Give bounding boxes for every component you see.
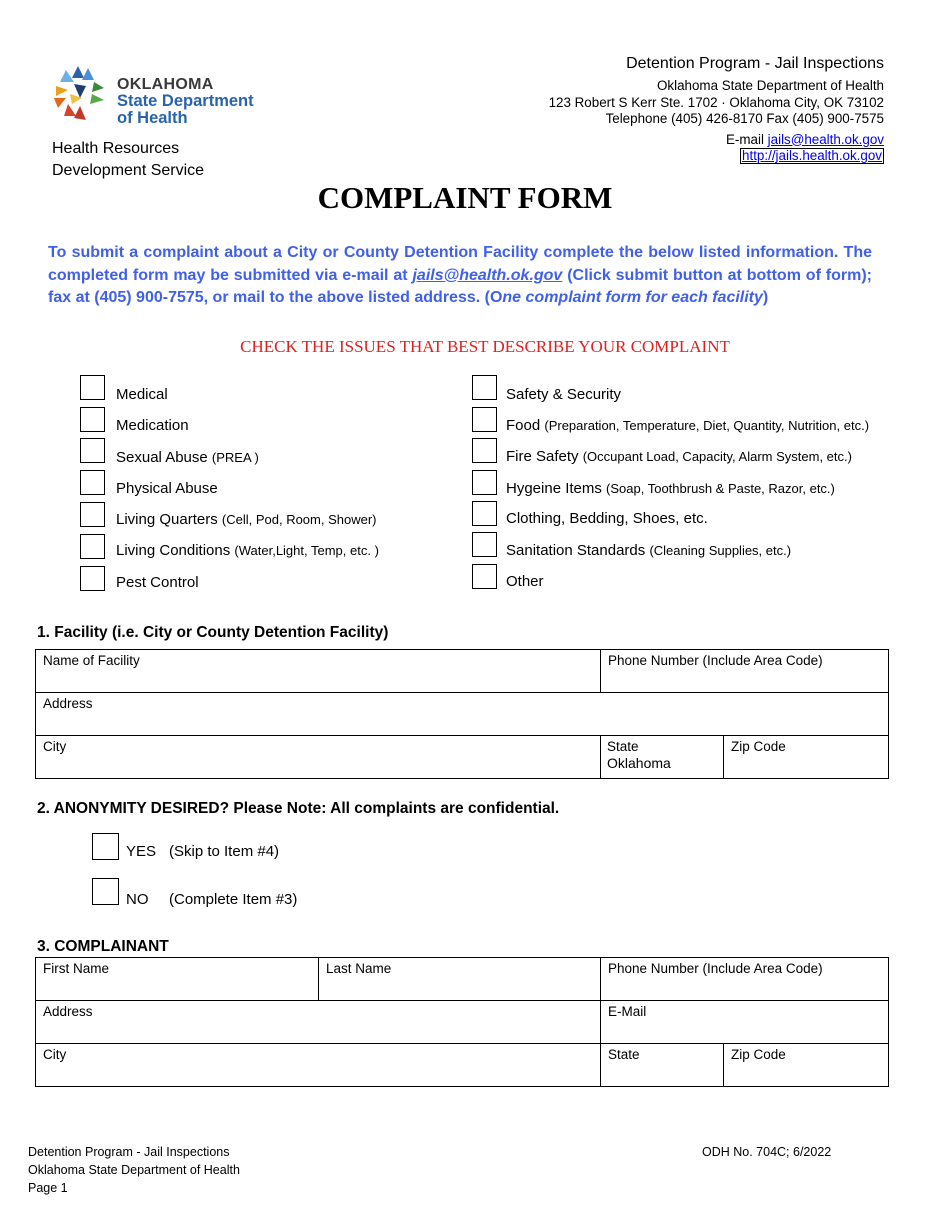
logo-line-3: of Health xyxy=(117,109,188,127)
facility-state-value: Oklahoma xyxy=(607,755,671,771)
label-pest-control: Pest Control xyxy=(116,574,199,591)
complainant-email-field[interactable] xyxy=(601,1001,889,1044)
checkbox-fire-safety[interactable] xyxy=(472,438,497,463)
service-line-1: Health Resources xyxy=(52,140,180,157)
complainant-phone-field[interactable] xyxy=(601,958,889,1001)
email-row xyxy=(549,132,884,149)
last-name-label: Last Name xyxy=(326,961,392,976)
facility-city-field[interactable] xyxy=(36,736,601,779)
intro-text-2: (Click submit button at bottom of form); fax at (405) 900-7575, or mail to the above listed address. (O xyxy=(48,266,873,306)
checkbox-safety-security[interactable] xyxy=(472,375,497,400)
label-fire-safety: Fire Safety (Occupant Load, Capacity, Alarm System, etc.) xyxy=(506,448,852,465)
label-medication: Medication xyxy=(116,417,189,434)
checkbox-other[interactable] xyxy=(472,564,497,589)
facility-address-field[interactable] xyxy=(36,693,889,736)
facility-phone-label: Phone Number (Include Area Code) xyxy=(608,653,823,668)
checkbox-anonymity-no[interactable] xyxy=(92,878,119,905)
label-living-quarters: Living Quarters (Cell, Pod, Room, Shower) xyxy=(116,511,377,528)
complainant-zip-label: Zip Code xyxy=(731,1047,786,1062)
complainant-address-label: Address xyxy=(43,1004,93,1019)
agency-phone: Telephone (405) 426-8170 Fax (405) 900-7575 xyxy=(605,111,884,126)
logo-line-1: OKLAHOMA xyxy=(117,76,214,93)
label-hygeine-items: Hygeine Items (Soap, Toothbrush & Paste, Razor, etc.) xyxy=(506,480,835,497)
label-other: Other xyxy=(506,573,544,590)
checkbox-anonymity-yes[interactable] xyxy=(92,833,119,860)
checkbox-physical-abuse[interactable] xyxy=(80,470,105,495)
form-number: ODH No. 704C; 6/2022 xyxy=(702,1145,832,1159)
facility-zip-label: Zip Code xyxy=(731,739,786,754)
label-clothing: Clothing, Bedding, Shoes, etc. xyxy=(506,510,708,527)
last-name-field[interactable] xyxy=(319,958,601,1001)
label-physical-abuse: Physical Abuse xyxy=(116,480,218,497)
checkbox-sexual-abuse[interactable] xyxy=(80,438,105,463)
label-safety-security: Safety & Security xyxy=(506,386,622,403)
check-heading: CHECK THE ISSUES THAT BEST DESCRIBE YOUR COMPLAINT xyxy=(240,337,730,356)
complainant-phone-label: Phone Number (Include Area Code) xyxy=(608,961,823,976)
checkbox-hygeine-items[interactable] xyxy=(472,470,497,495)
complainant-state-label: State xyxy=(608,1047,640,1062)
instructions xyxy=(48,242,872,310)
facility-city-label: City xyxy=(43,739,67,754)
first-name-label: First Name xyxy=(43,961,110,976)
first-name-field[interactable] xyxy=(36,958,319,1001)
checkbox-sanitation[interactable] xyxy=(472,532,497,557)
intro-email-link[interactable]: jails@health.ok.gov xyxy=(412,266,563,284)
agency-name: Oklahoma State Department of Health xyxy=(656,78,884,93)
checkbox-food[interactable] xyxy=(472,407,497,432)
logo-text xyxy=(117,76,254,127)
footer-left xyxy=(28,1143,240,1197)
footer-line-1: Detention Program - Jail Inspections xyxy=(28,1145,230,1159)
label-medical: Medical xyxy=(116,386,168,403)
agency-address: 123 Robert S Kerr Ste. 1702 · Oklahoma City, OK 73102 xyxy=(548,94,884,110)
note-anonymity-no: (Complete Item #3) xyxy=(169,891,298,908)
complainant-address-field[interactable] xyxy=(36,1001,601,1044)
complainant-email-label: E-Mail xyxy=(608,1004,647,1019)
intro-text-3: ) xyxy=(762,289,769,306)
checkbox-medical[interactable] xyxy=(80,375,105,400)
email-link[interactable]: jails@health.ok.gov xyxy=(767,131,884,147)
note-anonymity-yes: (Skip to Item #4) xyxy=(169,843,280,860)
complainant-state-field[interactable] xyxy=(601,1044,724,1087)
checkbox-medication[interactable] xyxy=(80,407,105,432)
section-1-title: 1. Facility (i.e. City or County Detention Facility) xyxy=(37,624,389,641)
email-label: E-mail xyxy=(726,131,768,147)
website-link[interactable]: http://jails.health.ok.gov xyxy=(742,148,882,163)
checkbox-clothing[interactable] xyxy=(472,501,497,526)
facility-name-field[interactable] xyxy=(36,650,601,693)
facility-state-label: State xyxy=(607,739,639,754)
footer-page-number: Page 1 xyxy=(28,1181,68,1195)
page-title: COMPLAINT FORM xyxy=(317,180,613,215)
complainant-city-label: City xyxy=(43,1047,67,1062)
program-name: Detention Program - Jail Inspections xyxy=(626,55,884,72)
url-row xyxy=(549,148,884,165)
section-2-title: 2. ANONYMITY DESIRED? Please Note: All complaints are confidential. xyxy=(37,800,560,817)
intro-text-1: To submit a complaint about a City or County Detention Facility complete the below listed information. The completed form may be submitted via e-mail at xyxy=(48,244,872,284)
checkbox-living-conditions[interactable] xyxy=(80,534,105,559)
section-3-title: 3. COMPLAINANT xyxy=(37,938,169,955)
facility-zip-field[interactable] xyxy=(724,736,889,779)
complainant-zip-field[interactable] xyxy=(724,1044,889,1087)
service-line-2: Development Service xyxy=(52,162,205,179)
label-anonymity-yes: YES xyxy=(126,843,157,860)
facility-table xyxy=(35,649,889,779)
label-sexual-abuse: Sexual Abuse (PREA ) xyxy=(116,449,259,466)
logo-line-2: State Department xyxy=(117,92,254,110)
checkbox-living-quarters[interactable] xyxy=(80,502,105,527)
label-living-conditions: Living Conditions (Water,Light, Temp, etc. ) xyxy=(116,542,379,559)
label-anonymity-no: NO xyxy=(126,891,149,908)
complainant-city-field[interactable] xyxy=(36,1044,601,1087)
contact-block xyxy=(549,54,884,165)
label-food: Food (Preparation, Temperature, Diet, Quantity, Nutrition, etc.) xyxy=(506,417,870,434)
checkbox-pest-control[interactable] xyxy=(80,566,105,591)
footer-line-2: Oklahoma State Department of Health xyxy=(28,1163,240,1177)
complainant-table xyxy=(35,957,889,1087)
facility-address-label: Address xyxy=(43,696,93,711)
service-name xyxy=(52,138,204,182)
intro-italic: ne complaint form for each facility xyxy=(502,289,763,306)
facility-phone-field[interactable] xyxy=(601,650,889,693)
facility-state-field[interactable] xyxy=(601,736,724,779)
label-sanitation: Sanitation Standards (Cleaning Supplies, etc.) xyxy=(506,542,792,559)
facility-name-label: Name of Facility xyxy=(43,653,140,668)
